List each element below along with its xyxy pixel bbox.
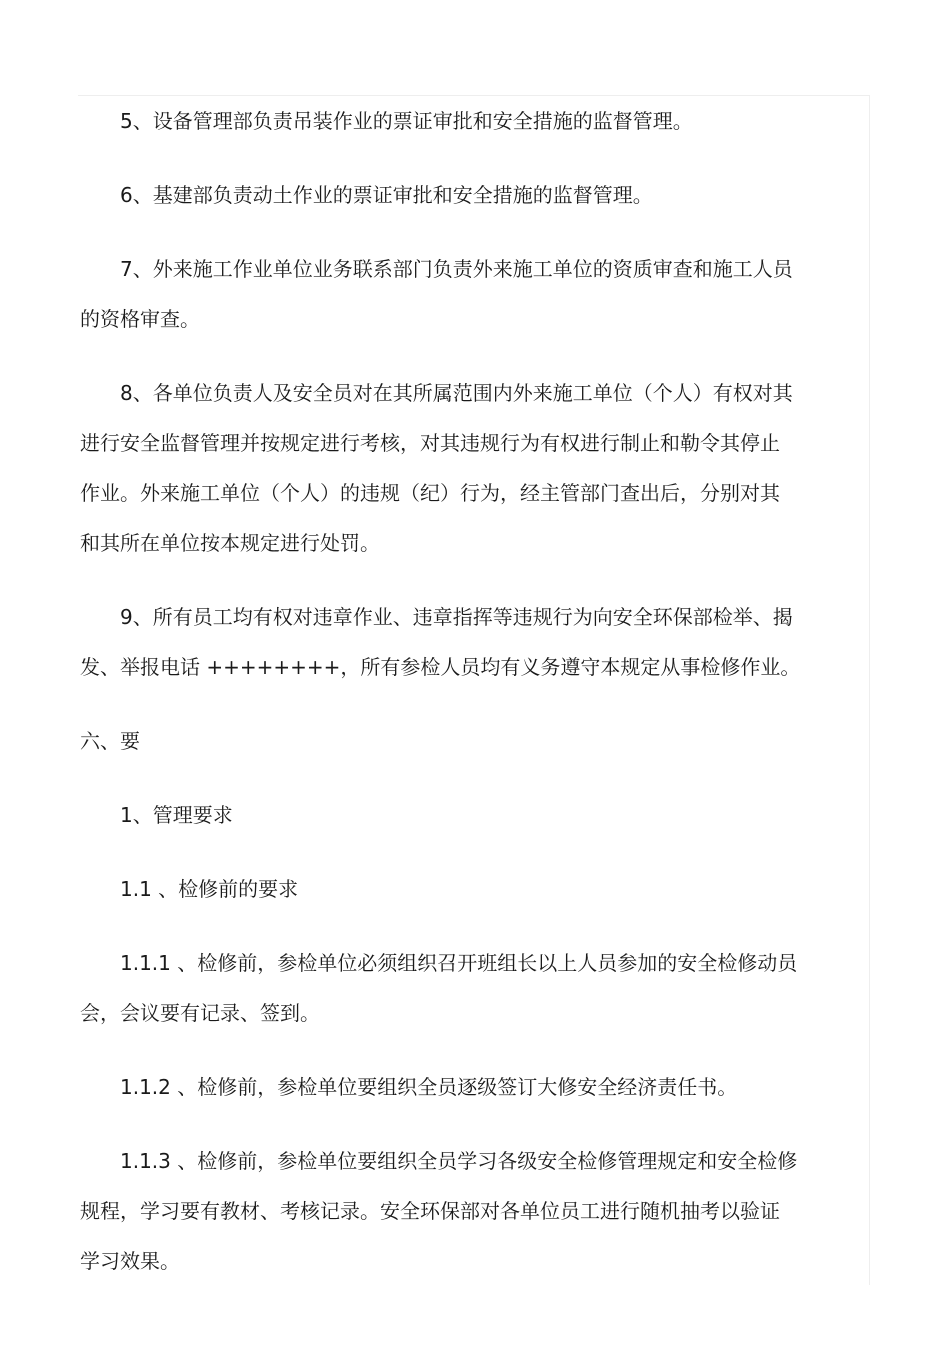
paragraph-line: 发、举报电话 ++++++++，所有参检人员均有义务遵守本规定从事检修作业。: [80, 655, 801, 679]
paragraph-item-7: [80, 244, 828, 344]
clause-1-1-1: [80, 938, 828, 1038]
subsection-heading-1-1: 1.1 、检修前的要求: [120, 877, 299, 901]
paragraph-item-9: [80, 592, 828, 692]
paragraph-line: 8、各单位负责人及安全员对在其所属范围内外来施工单位（个人）有权对其: [120, 381, 793, 405]
paragraph-line: 和其所在单位按本规定进行处罚。: [80, 531, 380, 555]
clause-1-1-3: [80, 1136, 828, 1286]
paragraph-line: 的资格审查。: [80, 307, 200, 331]
paragraph-item-5: 5、设备管理部负责吊装作业的票证审批和安全措施的监督管理。: [120, 109, 693, 133]
paragraph-item-6: 6、基建部负责动土作业的票证审批和安全措施的监督管理。: [120, 183, 653, 207]
subsection-heading-1: 1、管理要求: [120, 803, 233, 827]
paragraph-line: 1.1.1 、检修前，参检单位必须组织召开班组长以上人员参加的安全检修动员: [120, 951, 798, 975]
paragraph-line: 9、所有员工均有权对违章作业、违章指挥等违规行为向安全环保部检举、揭: [120, 605, 793, 629]
document-body: [80, 96, 828, 1286]
paragraph-line: 7、外来施工作业单位业务联系部门负责外来施工单位的资质审查和施工人员: [120, 257, 793, 281]
paragraph-line: 进行安全监督管理并按规定进行考核，对其违规行为有权进行制止和勒令其停止: [80, 431, 780, 455]
paragraph-line: 1.1.3 、检修前，参检单位要组织全员学习各级安全检修管理规定和安全检修: [120, 1149, 798, 1173]
paragraph-line: 作业。外来施工单位（个人）的违规（纪）行为，经主管部门查出后，分别对其: [80, 481, 780, 505]
paragraph-line: 规程，学习要有教材、考核记录。安全环保部对各单位员工进行随机抽考以验证: [80, 1199, 780, 1223]
paragraph-item-8: [80, 368, 828, 568]
paragraph-line: 学习效果。: [80, 1249, 180, 1273]
page-right-border: [869, 95, 870, 1285]
paragraph-line: 会，会议要有记录、签到。: [80, 1001, 320, 1025]
clause-1-1-2: 1.1.2 、检修前，参检单位要组织全员逐级签订大修安全经济责任书。: [120, 1075, 738, 1099]
section-heading-6: 六、要: [80, 729, 140, 753]
